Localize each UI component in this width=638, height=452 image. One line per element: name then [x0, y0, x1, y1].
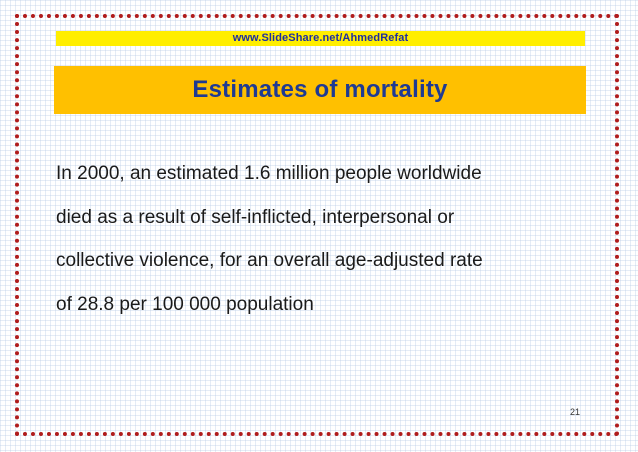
title-box — [54, 66, 586, 114]
body-line: In 2000, an estimated 1.6 million people worldwide — [56, 163, 482, 184]
source-url-text: www.SlideShare.net/AhmedRefat — [232, 32, 409, 44]
page-number: 21 — [570, 407, 581, 417]
body-paragraph — [56, 152, 586, 326]
body-line: died as a result of self-inflicted, interpersonal or — [56, 206, 455, 228]
source-url-banner — [56, 31, 585, 46]
body-line: collective violence, for an overall age-adjusted rate — [56, 250, 483, 271]
body-line: of 28.8 per 100 000 population — [56, 293, 314, 315]
slide-title: Estimates of mortality — [192, 76, 448, 103]
